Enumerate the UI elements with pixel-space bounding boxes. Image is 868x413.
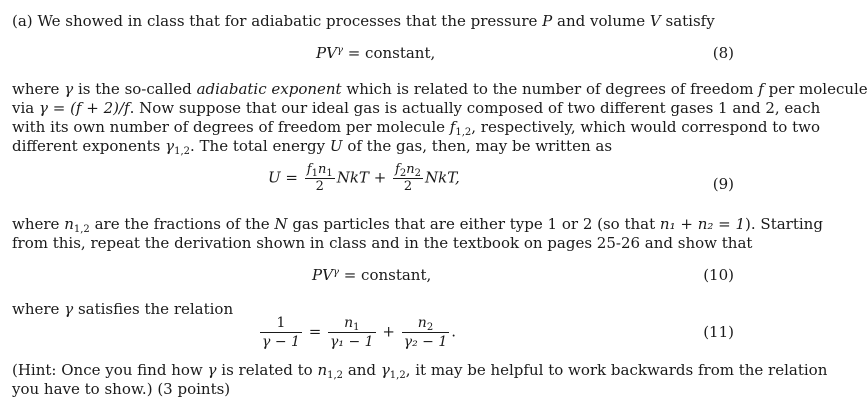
adiabatic-exponent-term: adiabatic exponent <box>196 80 342 98</box>
equation-9-number: (9) <box>712 175 734 193</box>
para2-line1: where $n_{1,2}$ are the fractions of the N gas particles that are either type 1 or 2 (so that n₁ + n₂ = 1). Starting <box>12 215 823 235</box>
hint-line2: you have to show.) (3 points) <box>12 380 231 398</box>
para1-line2: via γ = (f + 2)/f. Now suppose that our ideal gas is actually composed of two different gases 1 and 2, each <box>12 99 821 117</box>
para2-line2: from this, repeat the derivation shown in class and in the textbook on pages 25-26 and show that <box>12 234 753 252</box>
para1-line1: where γ is the so-called adiabatic exponent which is related to the number of degrees of freedom f per molecule <box>12 80 868 98</box>
equation-10: $PV^\gamma$ = constant, <box>312 266 432 284</box>
equation-9: U = $\frac{f_1n_1}{2}$ NkT + $\frac{f_2n_2}{2}$ NkT, <box>268 162 460 194</box>
equation-10-number: (10) <box>703 266 734 284</box>
equation-8-number: (8) <box>712 44 734 62</box>
equation-8: $PV^\gamma$ = constant, <box>316 44 436 62</box>
para1-line3: with its own number of degrees of freedom per molecule $f_{1,2}$, respectively, which would correspond to two <box>12 118 820 138</box>
equation-11: $\frac{1}{\gamma - 1}$ = $\frac{n_1}{\text{γ₁ − 1}}$ + $\frac{n_2}{\text{γ₂ − 1}}$ . <box>262 315 457 350</box>
equation-11-number: (11) <box>703 323 734 341</box>
part-label: (a) <box>12 12 33 30</box>
hint-line1: (Hint: Once you find how γ is related to $n_{1,2}$ and $\gamma_{1,2}$, it may be helpful to work backwards from the relation <box>12 361 828 381</box>
para1-line4: different exponents $\gamma_{1,2}$. The total energy U of the gas, then, may be written as <box>12 137 613 157</box>
intro-line: (a) We showed in class that for adiabatic processes that the pressure P and volume V satisfy <box>12 12 715 30</box>
para3-line: where γ satisfies the relation <box>12 300 234 318</box>
